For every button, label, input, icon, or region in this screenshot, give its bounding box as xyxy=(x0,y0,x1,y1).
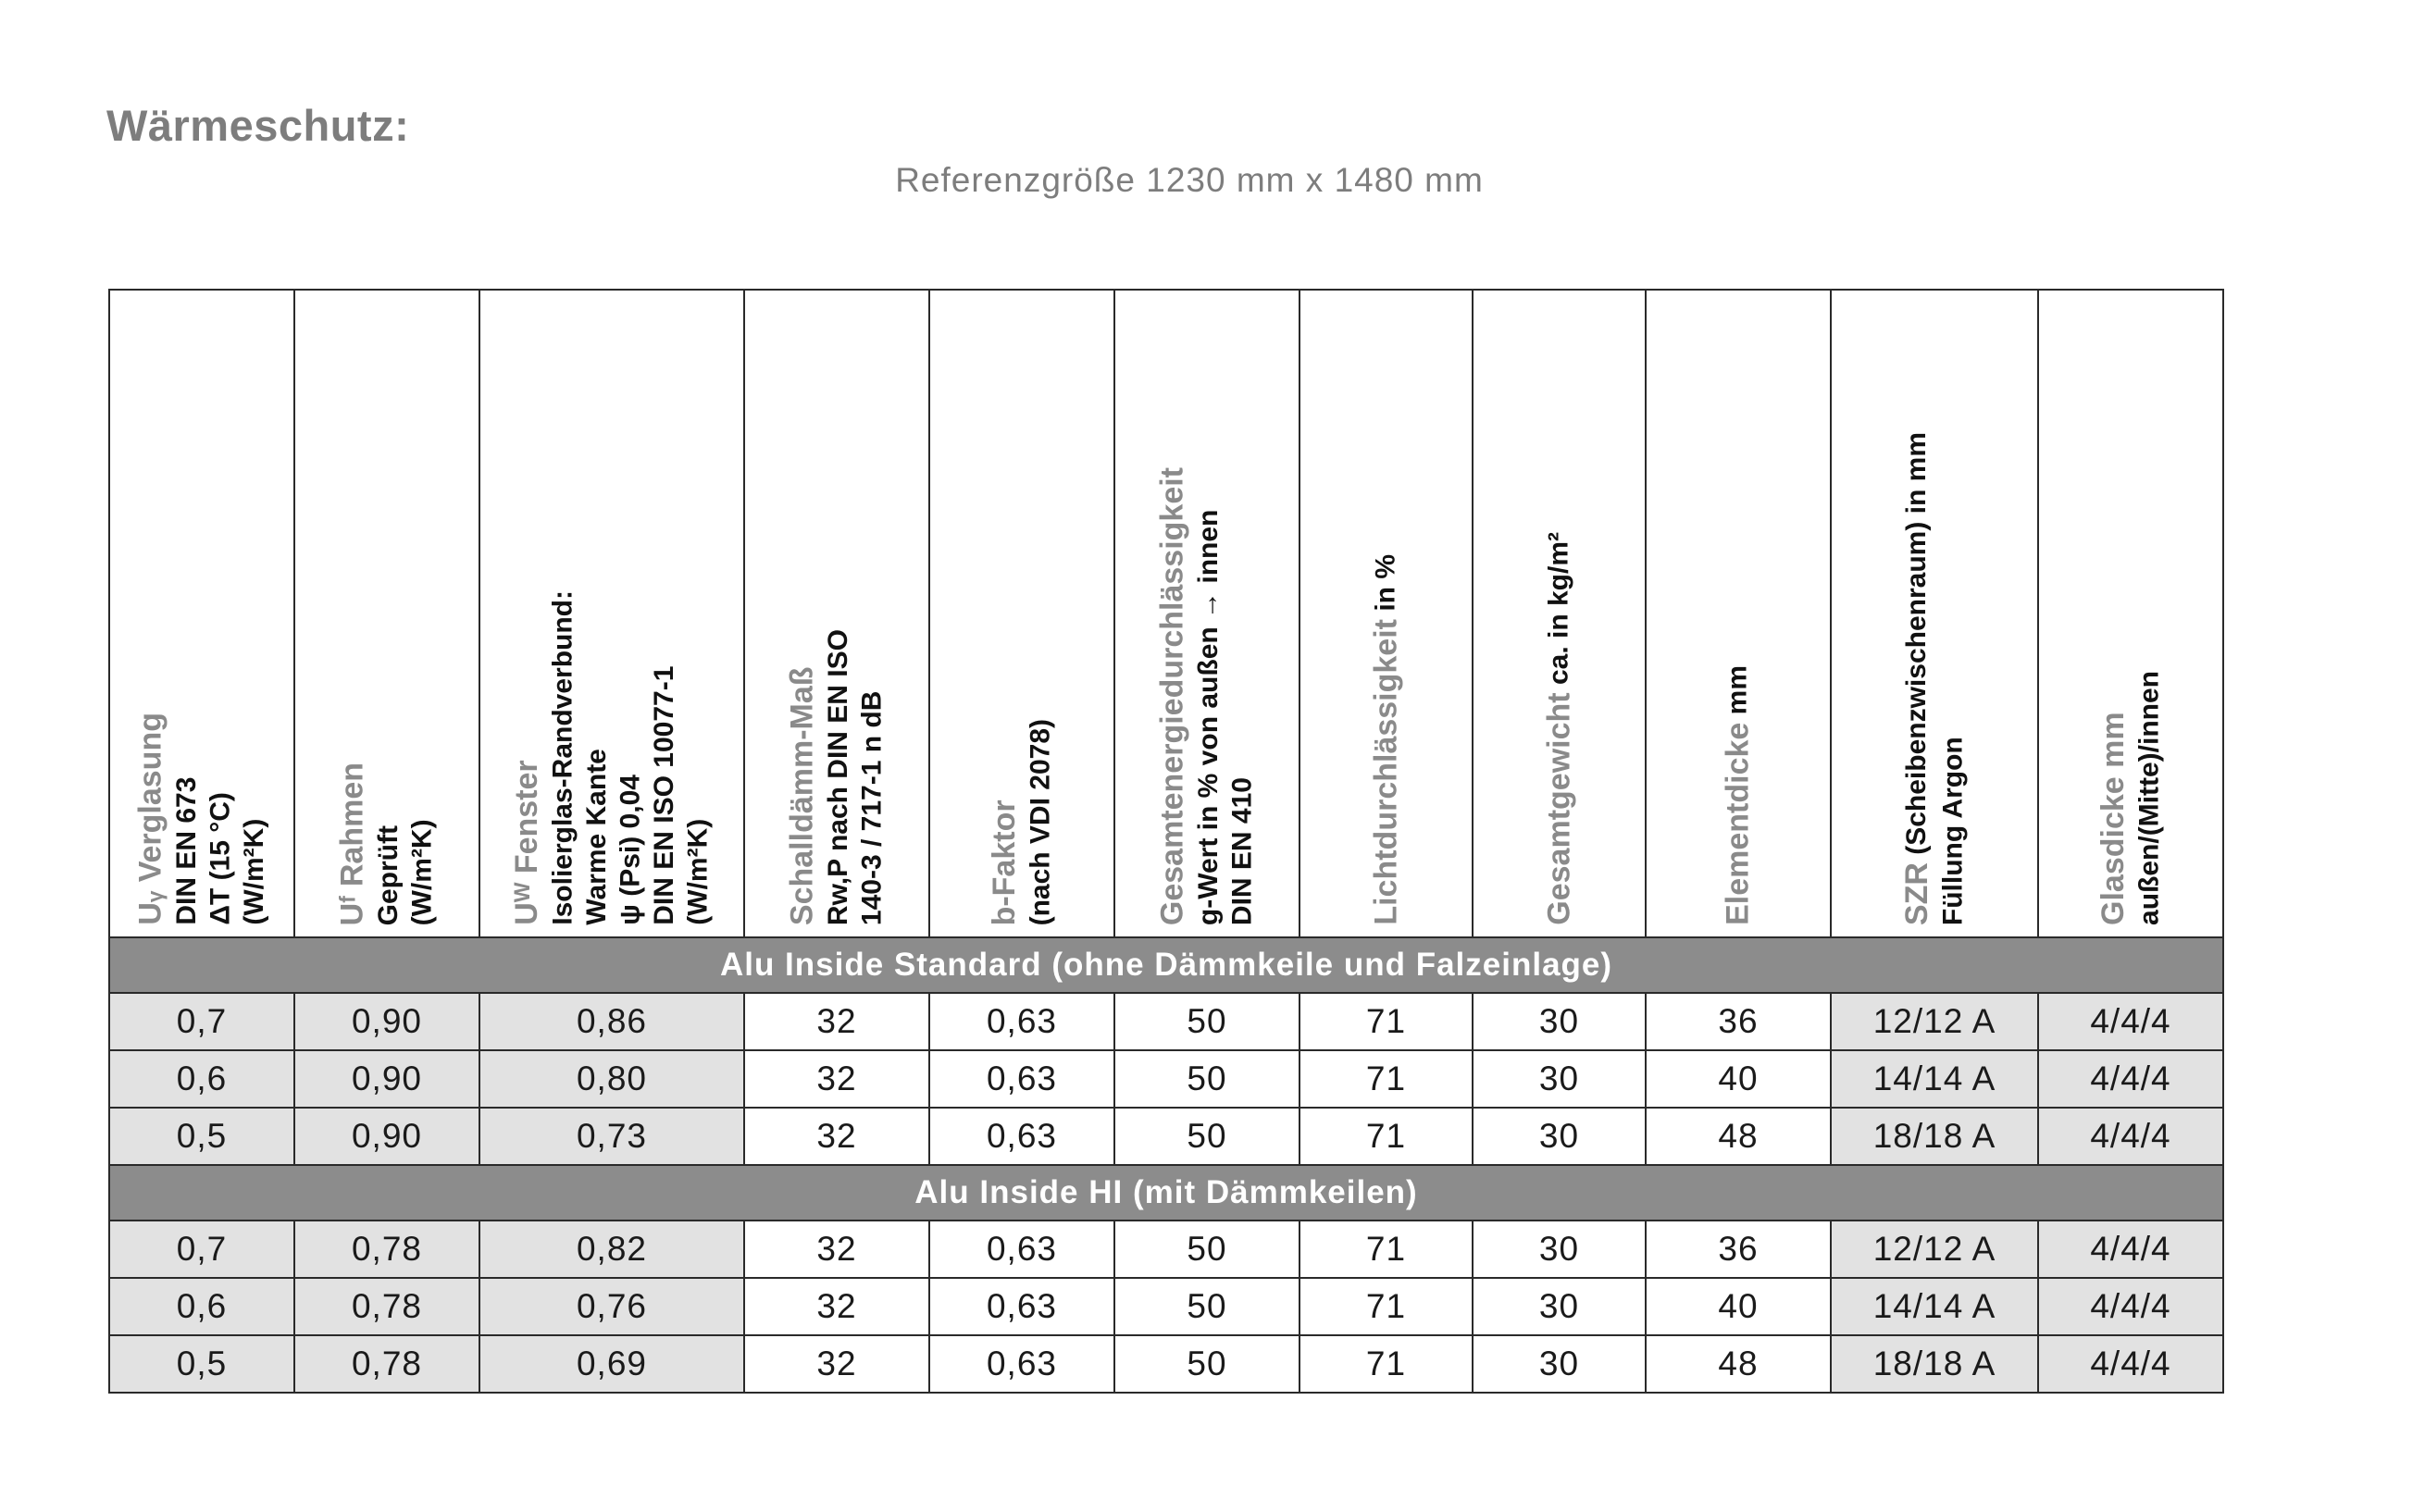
table-cell: 48 xyxy=(1646,1108,1831,1165)
column-header-10 xyxy=(2038,290,2223,937)
table-cell: 4/4/4 xyxy=(2038,1221,2223,1278)
table-cell: 0,63 xyxy=(929,1108,1114,1165)
table-cell: 36 xyxy=(1646,993,1831,1050)
column-header-9 xyxy=(1831,290,2038,937)
column-header-line: Isolierglas-Randverbund: xyxy=(547,590,578,925)
table-cell: 32 xyxy=(744,1335,929,1393)
column-header-7 xyxy=(1473,290,1646,937)
table-cell: 12/12 A xyxy=(1831,1221,2038,1278)
column-header-title: Uᵧ Verglasung xyxy=(132,713,168,925)
table-cell: 71 xyxy=(1300,993,1473,1050)
column-header-title: Schalldämm-Maß xyxy=(784,666,820,925)
table-cell: 36 xyxy=(1646,1221,1831,1278)
table-cell: 0,63 xyxy=(929,1278,1114,1335)
column-header-line: (W/m²K) xyxy=(239,819,270,925)
table-cell: 50 xyxy=(1114,1278,1300,1335)
table-cell: 0,78 xyxy=(294,1335,479,1393)
table-cell: 71 xyxy=(1300,1278,1473,1335)
page-title: Wärmeschutz: xyxy=(106,101,410,150)
group-title: Alu Inside HI (mit Dämmkeilen) xyxy=(109,1165,2223,1221)
column-header-line: Rw,P nach DIN EN ISO xyxy=(823,628,854,925)
column-header-unit: mm xyxy=(1722,665,1753,723)
table-cell: 32 xyxy=(744,1278,929,1335)
column-header-title: Gesamtenergiedurchlässigkeit xyxy=(1154,466,1190,925)
table-cell: 48 xyxy=(1646,1335,1831,1393)
column-header-title: Elementdicke xyxy=(1720,722,1756,925)
group-header-row xyxy=(109,1165,2223,1221)
table-cell: 40 xyxy=(1646,1050,1831,1108)
table-cell: 0,82 xyxy=(479,1221,744,1278)
table-cell: 4/4/4 xyxy=(2038,1108,2223,1165)
table-cell: 50 xyxy=(1114,1335,1300,1393)
table-row xyxy=(109,1108,2223,1165)
table-cell: 0,7 xyxy=(109,993,294,1050)
column-header-title: b-Faktor xyxy=(986,799,1022,925)
table-row xyxy=(109,1278,2223,1335)
column-header-line: Füllung Argon xyxy=(1937,737,1969,925)
table-row xyxy=(109,1221,2223,1278)
group-title: Alu Inside Standard (ohne Dämmkeile und Falzeinlage) xyxy=(109,937,2223,993)
column-header-line: DIN EN ISO 10077-1 xyxy=(649,665,680,925)
table-cell: 71 xyxy=(1300,1221,1473,1278)
table-cell: 0,63 xyxy=(929,1335,1114,1393)
column-header-line: (W/m²K) xyxy=(682,819,714,925)
table-row xyxy=(109,993,2223,1050)
column-header-title: Uᶠ Rahmen xyxy=(334,762,370,925)
column-header-line: DIN EN 410 xyxy=(1226,776,1258,925)
table-cell: 40 xyxy=(1646,1278,1831,1335)
group-header-row xyxy=(109,937,2223,993)
table-cell: 0,5 xyxy=(109,1335,294,1393)
column-header-5 xyxy=(1114,290,1300,937)
table-cell: 14/14 A xyxy=(1831,1278,2038,1335)
table-cell: 4/4/4 xyxy=(2038,1050,2223,1108)
thermal-insulation-table xyxy=(108,289,2224,1394)
table-cell: 32 xyxy=(744,1221,929,1278)
column-header-title: Uᵂ Fenster xyxy=(508,760,544,925)
column-header-title: Glasdicke mm xyxy=(2095,712,2131,925)
table-row xyxy=(109,1050,2223,1108)
table-cell: 50 xyxy=(1114,1108,1300,1165)
table-cell: 4/4/4 xyxy=(2038,993,2223,1050)
table-cell: 0,78 xyxy=(294,1221,479,1278)
table-cell: 14/14 A xyxy=(1831,1050,2038,1108)
table-cell: 32 xyxy=(744,1108,929,1165)
column-header-line: ψ (Psi) 0,04 xyxy=(615,775,646,925)
table-header-row xyxy=(109,290,2223,937)
column-header-3 xyxy=(744,290,929,937)
table-cell: 0,63 xyxy=(929,1221,1114,1278)
column-header-line: (nach VDI 2078) xyxy=(1025,718,1056,925)
table-cell: 50 xyxy=(1114,993,1300,1050)
table-cell: 0,90 xyxy=(294,993,479,1050)
table-cell: 12/12 A xyxy=(1831,993,2038,1050)
table-cell: 0,63 xyxy=(929,1050,1114,1108)
column-header-line: Warme Kante xyxy=(580,749,612,925)
column-header-4 xyxy=(929,290,1114,937)
table-cell: 18/18 A xyxy=(1831,1335,2038,1393)
column-header-line: ΔT (15 °C) xyxy=(205,792,236,925)
column-header-unit: (Scheibenzwischenraum) in mm xyxy=(1900,431,1932,862)
table-cell: 30 xyxy=(1473,1050,1646,1108)
table-cell: 0,6 xyxy=(109,1050,294,1108)
table-cell: 0,7 xyxy=(109,1221,294,1278)
table-cell: 0,90 xyxy=(294,1050,479,1108)
table-cell: 0,90 xyxy=(294,1108,479,1165)
column-header-title: Lichtdurchlässigkeit xyxy=(1367,619,1403,925)
column-header-8 xyxy=(1646,290,1831,937)
column-header-line: außen/(Mitte)/innen xyxy=(2133,671,2165,925)
table-cell: 71 xyxy=(1300,1108,1473,1165)
table-cell: 50 xyxy=(1114,1050,1300,1108)
table-cell: 30 xyxy=(1473,1108,1646,1165)
table-cell: 30 xyxy=(1473,1221,1646,1278)
table-cell: 0,5 xyxy=(109,1108,294,1165)
column-header-unit: in % xyxy=(1369,554,1400,620)
table-cell: 0,86 xyxy=(479,993,744,1050)
table-cell: 0,6 xyxy=(109,1278,294,1335)
table-cell: 32 xyxy=(744,1050,929,1108)
column-header-line: (W/m²K) xyxy=(406,819,438,925)
table-body xyxy=(109,937,2223,1393)
column-header-unit: ca. in kg/m² xyxy=(1542,532,1573,693)
column-header-title: SZR xyxy=(1898,862,1934,925)
table-cell: 30 xyxy=(1473,1278,1646,1335)
reference-size-caption: Referenzgröße 1230 mm x 1480 mm xyxy=(895,161,1484,199)
table-cell: 71 xyxy=(1300,1050,1473,1108)
table-row xyxy=(109,1335,2223,1393)
table-cell: 71 xyxy=(1300,1335,1473,1393)
column-header-title: Gesamtgewicht xyxy=(1540,692,1576,925)
column-header-1 xyxy=(294,290,479,937)
table-cell: 0,80 xyxy=(479,1050,744,1108)
column-header-line: g-Wert in % von außen → innen xyxy=(1193,509,1225,925)
table-cell: 4/4/4 xyxy=(2038,1335,2223,1393)
table-cell: 50 xyxy=(1114,1221,1300,1278)
table-cell: 0,73 xyxy=(479,1108,744,1165)
column-header-line: 140-3 / 717-1 n dB xyxy=(856,690,888,925)
table-cell: 4/4/4 xyxy=(2038,1278,2223,1335)
table-cell: 18/18 A xyxy=(1831,1108,2038,1165)
column-header-2 xyxy=(479,290,744,937)
column-header-line: Geprüft xyxy=(373,824,404,925)
table-cell: 0,69 xyxy=(479,1335,744,1393)
table-cell: 30 xyxy=(1473,993,1646,1050)
table-cell: 0,78 xyxy=(294,1278,479,1335)
table-cell: 0,76 xyxy=(479,1278,744,1335)
column-header-line: DIN EN 673 xyxy=(170,776,202,925)
table-cell: 30 xyxy=(1473,1335,1646,1393)
column-header-0 xyxy=(109,290,294,937)
table-cell: 0,63 xyxy=(929,993,1114,1050)
table-cell: 32 xyxy=(744,993,929,1050)
column-header-6 xyxy=(1300,290,1473,937)
